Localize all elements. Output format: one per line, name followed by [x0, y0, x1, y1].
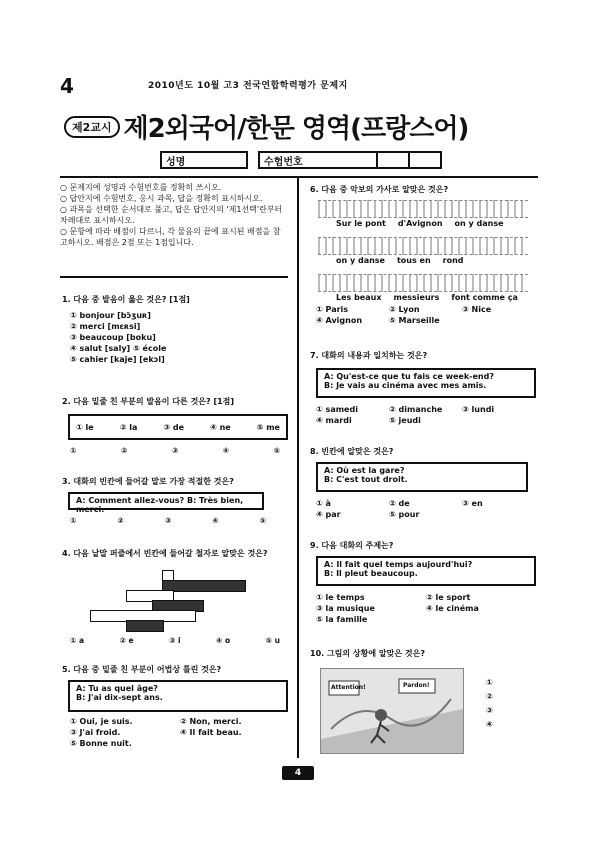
option[interactable]: ①: [486, 678, 493, 687]
exam-header-line: 2010년도 10월 고3 전국연합학력평가 문제지: [148, 81, 348, 91]
option[interactable]: ⑤ la famille: [316, 615, 368, 624]
sheet-music: [318, 200, 528, 303]
option[interactable]: ④ Avignon: [316, 316, 363, 325]
option[interactable]: ③ lundi: [462, 405, 495, 414]
question-9-stem: 9. 다음 대화의 주제는?: [310, 541, 394, 550]
title-block: [64, 108, 468, 145]
option[interactable]: ④ le cinéma: [426, 604, 479, 613]
option[interactable]: ③ Nice: [462, 305, 492, 314]
option[interactable]: ⑤ Bonne nuit.: [70, 739, 132, 748]
box-line: A: Tu as quel âge?: [76, 684, 158, 693]
question-10-options: [486, 676, 526, 732]
option[interactable]: ③ i: [169, 636, 181, 645]
question-5-box: [68, 680, 288, 712]
option[interactable]: ② merci [mɛʀsi]: [70, 322, 141, 331]
option[interactable]: ① bonjour [bɔ̃ʒuʀ]: [70, 311, 151, 320]
option[interactable]: ⑤ Marseille: [389, 316, 440, 325]
option[interactable]: ④ par: [316, 510, 341, 519]
speech-bubble: Pardon!: [403, 682, 430, 689]
option[interactable]: ⑤ pour: [389, 510, 420, 519]
question-8-box: [316, 462, 528, 492]
exam-number-divider: [408, 153, 410, 167]
box-line: A: Qu'est-ce que tu fais ce week-end?: [324, 372, 494, 381]
lyrics-row: [318, 292, 528, 303]
option[interactable]: ③: [486, 706, 493, 715]
option[interactable]: ① le temps: [316, 593, 365, 602]
option[interactable]: ④ o: [216, 636, 231, 645]
option[interactable]: ① Oui, je suis.: [70, 717, 133, 726]
option[interactable]: ③ la musique: [316, 604, 375, 613]
instruction-line: ○ 답안지에 수험번호, 응시 과목, 답을 정확히 표시하시오.: [60, 194, 263, 203]
box-line: A: Il fait quel temps aujourd'hui?: [324, 560, 473, 569]
box-word: ④ ne: [210, 422, 231, 432]
option[interactable]: ④ mardi: [316, 416, 352, 425]
question-7-stem: 7. 대화의 내용과 일치하는 것은?: [310, 351, 428, 360]
option[interactable]: ⑤ jeudi: [389, 416, 421, 425]
question-4-options: [70, 636, 280, 645]
music-staff: [318, 274, 528, 292]
lyrics-row: [318, 218, 528, 229]
lyric: tous en: [396, 256, 431, 265]
option[interactable]: ③ J'ai froid.: [70, 728, 121, 737]
notes-rule: [60, 276, 288, 278]
question-7-options: [316, 404, 536, 426]
option[interactable]: ④: [222, 446, 230, 455]
question-2-box: [68, 414, 288, 440]
question-2-options: [70, 446, 280, 455]
option[interactable]: ③ beaucoup [boku]: [70, 333, 156, 342]
top-rule: [60, 176, 538, 178]
box-line: B: C'est tout droit.: [324, 475, 408, 484]
option[interactable]: ②: [117, 516, 124, 525]
page-title: 제2외국어/한문 영역(프랑스어): [123, 114, 469, 144]
exam-number-label: 수험번호: [264, 156, 303, 168]
option[interactable]: ⑤ u: [265, 636, 280, 645]
lyric: Les beaux: [336, 293, 382, 302]
scene-illustration: [320, 668, 464, 754]
lyric: on y danse: [336, 256, 385, 265]
question-1-options: [70, 310, 280, 365]
box-line: A: Où est la gare?: [324, 466, 405, 475]
option[interactable]: ⑤: [273, 446, 280, 455]
option[interactable]: ①: [70, 446, 77, 455]
option[interactable]: ② e: [119, 636, 134, 645]
question-7-box: [316, 368, 536, 398]
scene-drawing: [321, 669, 463, 753]
crossword-row: [162, 580, 246, 592]
question-5-options: [70, 716, 290, 749]
option[interactable]: ④ salut [saly] ⑤ école: [70, 344, 167, 353]
question-6-options: [316, 304, 536, 326]
lyric: messieurs: [393, 293, 440, 302]
session-badge: 제2교시: [64, 116, 120, 138]
box-text: A: Comment allez-vous? B: Très bien, merci.: [76, 496, 244, 514]
lyrics-row: [318, 255, 528, 266]
box-word: ② la: [119, 422, 138, 432]
lyric: Sur le pont: [336, 219, 386, 228]
option[interactable]: ②: [120, 446, 128, 455]
option[interactable]: ③: [164, 516, 172, 525]
question-2-stem: 2. 다음 밑줄 친 부분의 발음이 다른 것은? [1점]: [62, 397, 235, 406]
question-4-stem: 4. 다음 낱말 퍼즐에서 빈칸에 들어갈 철자로 알맞은 것은?: [62, 549, 268, 558]
instructions: [60, 182, 288, 248]
option[interactable]: ⑤ cahier [kaje] [ekɔl]: [70, 355, 165, 364]
question-9-options: [316, 592, 536, 625]
question-8-options: [316, 498, 536, 520]
lyric: font comme ça: [451, 293, 518, 302]
column-divider: [297, 176, 299, 758]
page-footer-badge: 4: [282, 766, 314, 780]
option[interactable]: ② Lyon: [389, 305, 420, 314]
lyric: on y danse: [454, 219, 504, 228]
option[interactable]: ① Paris: [316, 305, 349, 314]
question-10-stem: 10. 그림의 상황에 알맞은 것은?: [310, 649, 425, 658]
exam-number-divider: [376, 153, 378, 167]
box-word: ⑤ me: [256, 422, 280, 432]
crossword-row: [126, 620, 164, 632]
option[interactable]: ② de: [389, 499, 410, 508]
option[interactable]: ④ Il fait beau.: [180, 728, 242, 737]
box-word: ① le: [76, 422, 94, 432]
option[interactable]: ① à: [316, 499, 331, 508]
option[interactable]: ④: [486, 720, 493, 729]
option[interactable]: ① samedi: [316, 405, 358, 414]
box-line: B: J'ai dix-sept ans.: [76, 693, 163, 702]
box-line: B: Je vais au cinéma avec mes amis.: [324, 381, 487, 390]
box-word: ③ de: [163, 422, 185, 432]
instruction-line: ○ 문제지에 성명과 수험번호를 정확히 쓰시오.: [60, 183, 222, 192]
crossword-puzzle: [90, 570, 260, 630]
speech-bubble: Attention!: [331, 684, 366, 691]
option[interactable]: ④: [212, 516, 219, 525]
question-3-options: [70, 516, 266, 525]
name-label: 성명: [166, 156, 186, 168]
option[interactable]: ⑤: [259, 516, 266, 525]
exam-number-field[interactable]: [258, 151, 442, 169]
music-staff: [318, 237, 528, 255]
option[interactable]: ③ en: [462, 499, 483, 508]
option[interactable]: ① a: [70, 636, 85, 645]
option[interactable]: ②: [486, 692, 493, 701]
box-line: B: Il pleut beaucoup.: [324, 569, 418, 578]
option[interactable]: ② dimanche: [389, 405, 443, 414]
question-5-stem: 5. 다음 중 밑줄 친 부분이 어법상 틀린 것은?: [62, 665, 222, 674]
option[interactable]: ② Non, merci.: [180, 717, 242, 726]
music-staff: [318, 200, 528, 218]
lyric: d'Avignon: [397, 219, 443, 228]
name-field[interactable]: [160, 151, 248, 169]
question-8-stem: 8. 빈칸에 알맞은 것은?: [310, 447, 394, 456]
question-1-stem: 1. 다음 중 발음이 옳은 것은? [1점]: [62, 295, 190, 304]
question-3-stem: 3. 대화의 빈칸에 들어갈 말로 가장 적절한 것은?: [62, 477, 234, 486]
lyric: rond: [442, 256, 464, 265]
option[interactable]: ② le sport: [426, 593, 471, 602]
question-6-stem: 6. 다음 중 악보의 가사로 알맞은 것은?: [310, 185, 449, 194]
instruction-line: ○ 문항에 따라 배점이 다르니, 각 물음의 끝에 표시된 배점을 참고하시오. 배점은 2점 또는 1점입니다.: [60, 227, 281, 247]
option[interactable]: ③: [171, 446, 179, 455]
page-number: 4: [60, 74, 74, 98]
question-9-box: [316, 556, 536, 586]
instruction-line: ○ 과목을 선택한 순서대로 풀고, 답은 답안지의 '제1선택'란부터 차례대로 표시하시오.: [60, 205, 283, 225]
option[interactable]: ①: [70, 516, 77, 525]
question-3-box: [68, 492, 264, 514]
